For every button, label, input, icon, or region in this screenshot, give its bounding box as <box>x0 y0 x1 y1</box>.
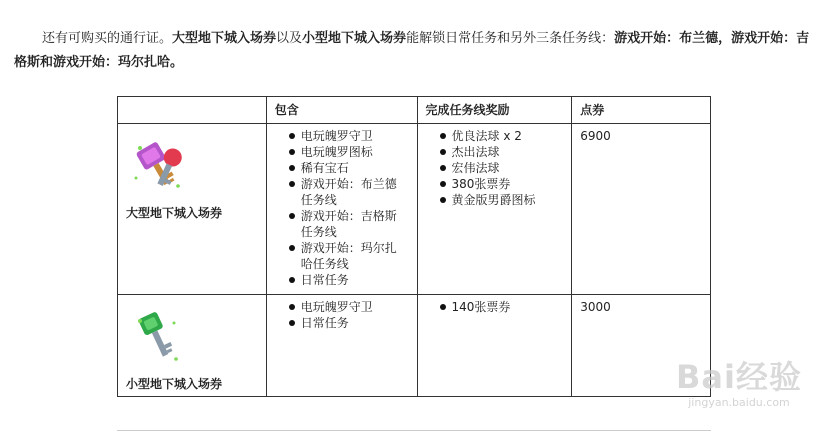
list-item: 宏伟法球 <box>440 160 564 176</box>
intro-text-3: 能解锁日常任务和另外三条任务线： <box>406 31 615 46</box>
list-item: 黄金版男爵图标 <box>440 192 564 208</box>
rewards-cell <box>417 124 572 295</box>
rewards-cell <box>417 295 572 397</box>
price-value: 6900 <box>580 129 611 143</box>
includes-list <box>275 299 409 331</box>
header-includes: 包含 <box>266 97 417 124</box>
intro-bold-questlines: 游戏开始：布兰德，游戏开始：吉格斯和游戏开始：玛尔扎哈。 <box>14 31 810 70</box>
list-item: 优良法球 x 2 <box>440 128 564 144</box>
pass-name: 大型地下城入场券 <box>126 206 223 220</box>
list-item: 日常任务 <box>289 315 409 331</box>
list-item: 游戏开始：玛尔扎哈任务线 <box>289 240 409 272</box>
list-item: 游戏开始：吉格斯任务线 <box>289 208 409 240</box>
includes-cell <box>266 295 417 397</box>
bottom-divider <box>117 430 711 431</box>
intro-bold-large-pass: 大型地下城入场券 <box>172 31 277 46</box>
intro-bold-small-pass: 小型地下城入场券 <box>302 31 407 46</box>
watermark-url: jingyan.baidu.com <box>688 396 790 409</box>
baidu-jingyan-watermark <box>676 352 802 409</box>
list-item: 杰出法球 <box>440 144 564 160</box>
large-dungeon-key-icon <box>128 138 188 198</box>
list-item: 稀有宝石 <box>289 160 409 176</box>
includes-cell <box>266 124 417 295</box>
table-row <box>118 124 711 295</box>
table-header-row <box>118 97 711 124</box>
small-dungeon-key-icon <box>128 309 188 369</box>
header-price: 点券 <box>572 97 711 124</box>
price-value: 3000 <box>580 300 611 314</box>
pass-table <box>117 96 711 397</box>
list-item: 电玩魄罗图标 <box>289 144 409 160</box>
table-row <box>118 295 711 397</box>
rewards-list <box>426 299 564 315</box>
pass-name: 小型地下城入场券 <box>126 377 223 391</box>
header-name <box>118 97 267 124</box>
list-item: 140张票券 <box>440 299 564 315</box>
watermark-logo: Bai经验 <box>676 358 802 396</box>
intro-text-2: 以及 <box>276 31 303 46</box>
list-item: 电玩魄罗守卫 <box>289 299 409 315</box>
list-item: 日常任务 <box>289 272 409 288</box>
list-item: 380张票券 <box>440 176 564 192</box>
list-item: 电玩魄罗守卫 <box>289 128 409 144</box>
intro-text-1: 还有可购买的通行证。 <box>42 31 173 46</box>
list-item: 游戏开始：布兰德任务线 <box>289 176 409 208</box>
header-rewards: 完成任务线奖励 <box>417 97 572 124</box>
pass-name-cell <box>118 295 267 397</box>
includes-list <box>275 128 409 288</box>
intro-paragraph <box>14 27 814 75</box>
rewards-list <box>426 128 564 208</box>
pass-name-cell <box>118 124 267 295</box>
price-cell <box>572 124 711 295</box>
